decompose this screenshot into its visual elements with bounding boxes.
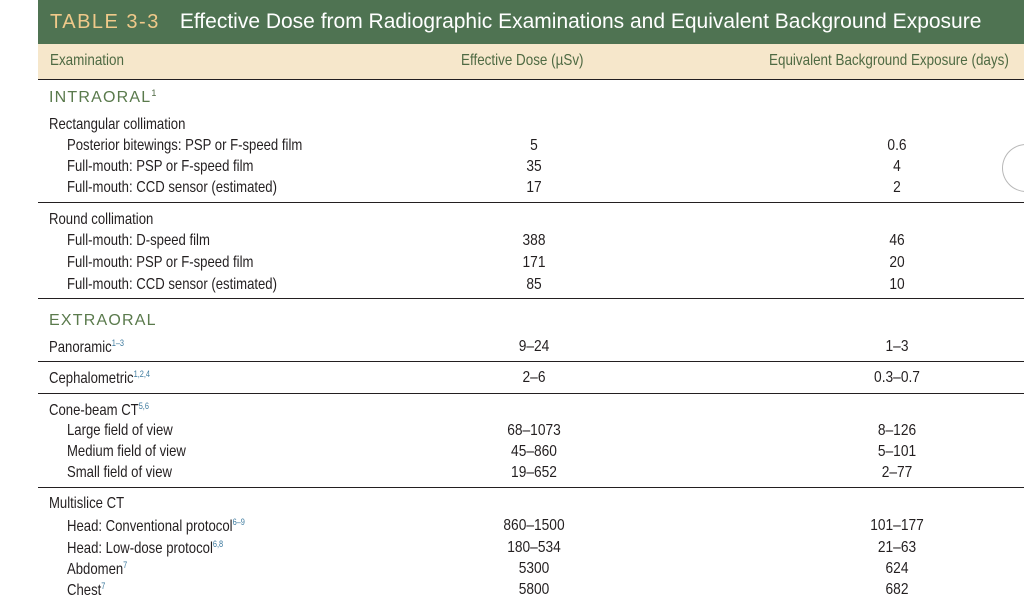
footnote-ref: 7 [101, 581, 106, 591]
footnote-ref: 7 [123, 560, 128, 570]
effective-dose-cell: 17 [526, 179, 542, 196]
table-row [38, 232, 1024, 253]
background-days-cell: 1–3 [885, 338, 909, 355]
table-row [38, 338, 1024, 359]
footnote-ref: 5,6 [138, 401, 149, 411]
table-row [38, 254, 1024, 275]
column-header-background-exposure: Equivalent Background Exposure (days) [769, 52, 1009, 69]
footnote-ref: 1 [151, 88, 157, 98]
effective-dose-cell: 68–1073 [507, 422, 561, 439]
table-title-bar [38, 0, 1024, 44]
footnote-ref: 1–3 [111, 338, 125, 348]
table-row [38, 443, 1024, 464]
effective-dose-cell: 5800 [518, 581, 550, 598]
table-row [38, 560, 1024, 581]
table-row [38, 158, 1024, 179]
effective-dose-cell: 45–860 [511, 443, 557, 460]
row-label: Full-mouth: CCD sensor (estimated) [67, 179, 277, 196]
column-header-row [38, 44, 1024, 80]
background-days-cell: 101–177 [870, 517, 924, 534]
section-heading-intraoral: INTRAORAL$^1$ [49, 88, 157, 106]
background-days-cell: 5–101 [877, 443, 917, 460]
row-label: Full-mouth: CCD sensor (estimated) [67, 276, 277, 293]
row-divider [38, 361, 1024, 362]
row-label: Head: Low-dose protocol$^{6,8}$ [67, 539, 224, 557]
row-label: Full-mouth: PSP or F-speed film [67, 158, 254, 175]
row-label: Multislice CT [49, 495, 125, 512]
row-label: Round collimation [49, 211, 154, 228]
table-row [38, 116, 1024, 137]
background-days-cell: 8–126 [877, 422, 917, 439]
row-label: Small field of view [67, 464, 172, 481]
column-header-examination: Examination [50, 52, 124, 69]
table-row [38, 276, 1024, 297]
row-label: Abdomen$^7$ [67, 560, 128, 578]
effective-dose-cell: 171 [522, 254, 546, 271]
effective-dose-cell: 9–24 [518, 338, 550, 355]
row-label: Medium field of view [67, 443, 186, 460]
background-days-cell: 2 [893, 179, 901, 196]
table-row [38, 179, 1024, 200]
effective-dose-cell: 388 [522, 232, 546, 249]
background-days-cell: 10 [889, 276, 905, 293]
effective-dose-cell: 860–1500 [503, 517, 565, 534]
table-row [38, 464, 1024, 485]
row-label: Full-mouth: PSP or F-speed film [67, 254, 254, 271]
row-divider [38, 202, 1024, 203]
row-divider [38, 487, 1024, 488]
table-row [38, 581, 1024, 602]
table-row [38, 401, 1024, 422]
table-row [38, 495, 1024, 516]
effective-dose-cell: 2–6 [522, 369, 546, 386]
row-label: Large field of view [67, 422, 173, 439]
background-days-cell: 0.6 [887, 137, 907, 154]
table-title: Effective Dose from Radiographic Examinations and Equivalent Background Exposure [179, 10, 982, 33]
section-heading-extraoral: EXTRAORAL [49, 312, 157, 329]
background-days-cell: 21–63 [877, 539, 917, 556]
background-days-cell: 624 [885, 560, 909, 577]
column-header-effective-dose: Effective Dose (µSv) [461, 52, 584, 69]
table-row [38, 369, 1024, 390]
table-number: TABLE 3-3 [50, 10, 160, 33]
row-label: Cephalometric$^{1,2,4}$ [49, 369, 151, 387]
background-days-cell: 20 [889, 254, 905, 271]
row-label: Chest$^7$ [67, 581, 106, 599]
row-label: Cone-beam CT$^{5,6}$ [49, 401, 149, 419]
effective-dose-cell: 35 [526, 158, 542, 175]
footnote-ref: 6,8 [212, 539, 224, 549]
background-days-cell: 4 [893, 158, 901, 175]
row-label: Panoramic$^{1-3}$ [49, 338, 125, 356]
footnote-ref: 6–9 [232, 517, 245, 527]
background-days-cell: 46 [889, 232, 905, 249]
table-row [38, 211, 1024, 232]
background-days-cell: 0.3–0.7 [874, 369, 920, 386]
background-days-cell: 682 [885, 581, 909, 598]
effective-dose-cell: 5300 [518, 560, 550, 577]
row-divider [38, 393, 1024, 394]
effective-dose-cell: 19–652 [511, 464, 557, 481]
table-row [38, 539, 1024, 560]
table-row [38, 137, 1024, 158]
effective-dose-cell: 5 [530, 137, 538, 154]
row-label: Head: Conventional protocol$^{6-9}$ [67, 517, 245, 535]
background-days-cell: 2–77 [881, 464, 913, 481]
row-divider [38, 298, 1024, 299]
effective-dose-cell: 85 [526, 276, 542, 293]
footnote-ref: 1,2,4 [133, 369, 151, 379]
table-row [38, 422, 1024, 443]
row-label: Full-mouth: D-speed film [67, 232, 210, 249]
row-label: Rectangular collimation [49, 116, 186, 133]
row-label: Posterior bitewings: PSP or F-speed film [67, 137, 303, 154]
effective-dose-cell: 180–534 [507, 539, 561, 556]
table-row [38, 517, 1024, 538]
